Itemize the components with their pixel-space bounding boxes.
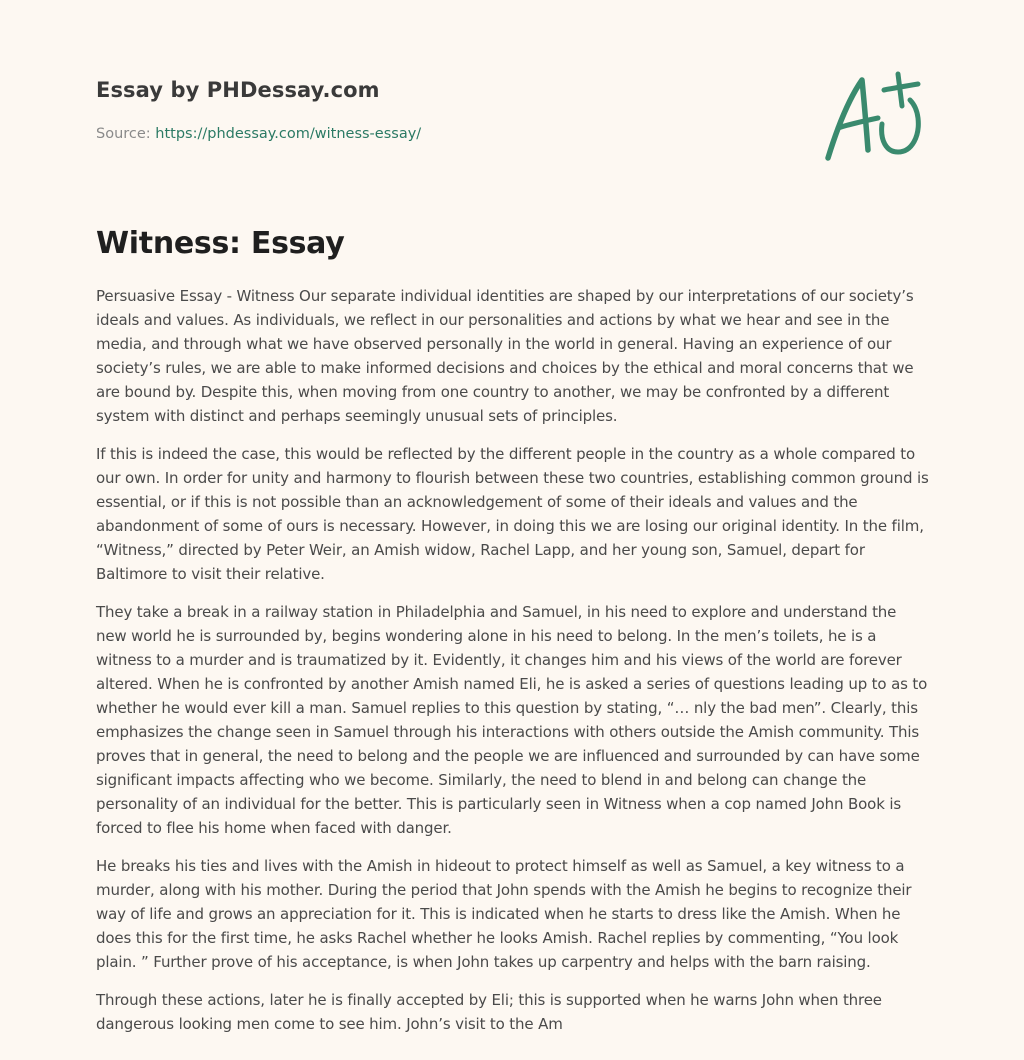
source-label: Source:	[96, 126, 151, 142]
essay-paragraph: They take a break in a railway station in Philadelphia and Samuel, in his need to explore and understand the new world he is surrounded by, begins wondering alone in his need to belong. In the men’s toilets, he is a witness to a murder and is traumatized by it. Evidently, it changes him and his views of the world are forever altered. When he is confronted by another Amish named Eli, he is asked a series of questions leading up to as to whether he would ever kill a man. Samuel replies to this question by stating, “… nly the bad men”. Clearly, this emphasizes the change seen in Samuel through his interactions with others outside the Amish community. This proves that in general, the need to belong and the people we are influenced and surrounded by can have some significant impacts affecting who we become. Similarly, the need to blend in and belong can change the personality of an individual for the better. This is particularly seen in Witness when a cop named John Book is forced to flee his home when faced with danger.	[96, 603, 928, 837]
essay-paragraph: Persuasive Essay - Witness Our separate individual identities are shaped by our interpretations of our society’s ideals and values. As individuals, we reflect in our personalities and actions by what we hear and see in the media, and through what we have observed personally in the world in general. Having an experience of our society’s rules, we are able to make informed decisions and choices by the ethical and moral concerns that we are bound by. Despite this, when moving from one country to another, we may be confronted by a different system with distinct and perhaps seemingly unusual sets of principles.	[96, 287, 914, 425]
a-plus-logo-graphic	[820, 66, 930, 166]
essay-paragraph: He breaks his ties and lives with the Amish in hideout to protect himself as well as Samuel, a key witness to a murder, along with his mother. During the period that John spends with the Amish he begins to recognize their way of life and grows an appreciation for it. This is indicated when he starts to dress like the Amish. When he does this for the first time, he asks Rachel whether he looks Amish. Rachel replies by commenting, “You look plain. ” Further prove of his acceptance, is when John takes up carpentry and helps with the barn raising.	[96, 857, 912, 971]
source-link[interactable]: https://phdessay.com/witness-essay/	[155, 126, 422, 142]
essay-title: Witness: Essay	[96, 226, 345, 261]
site-title: Essay by PHDessay.com	[96, 78, 380, 102]
page-header	[96, 76, 796, 144]
a-plus-grade-icon	[820, 66, 930, 166]
essay-paragraph: If this is indeed the case, this would be reflected by the different people in the country as a whole compared to our own. In order for unity and harmony to flourish between these two countries, establishing common ground is essential, or if this is not possible than an acknowledgement of some of their ideals and values and the abandonment of some of ours is necessary. However, in doing this we are losing our original identity. In the film, “Witness,” directed by Peter Weir, an Amish widow, Rachel Lapp, and her young son, Samuel, depart for Baltimore to visit their relative.	[96, 445, 929, 583]
essay-body	[96, 284, 930, 1050]
essay-paragraph: Through these actions, later he is finally accepted by Eli; this is supported when he warns John when three dangerous looking men come to see him. John’s visit to the Am	[96, 991, 882, 1033]
source-line	[96, 124, 796, 144]
